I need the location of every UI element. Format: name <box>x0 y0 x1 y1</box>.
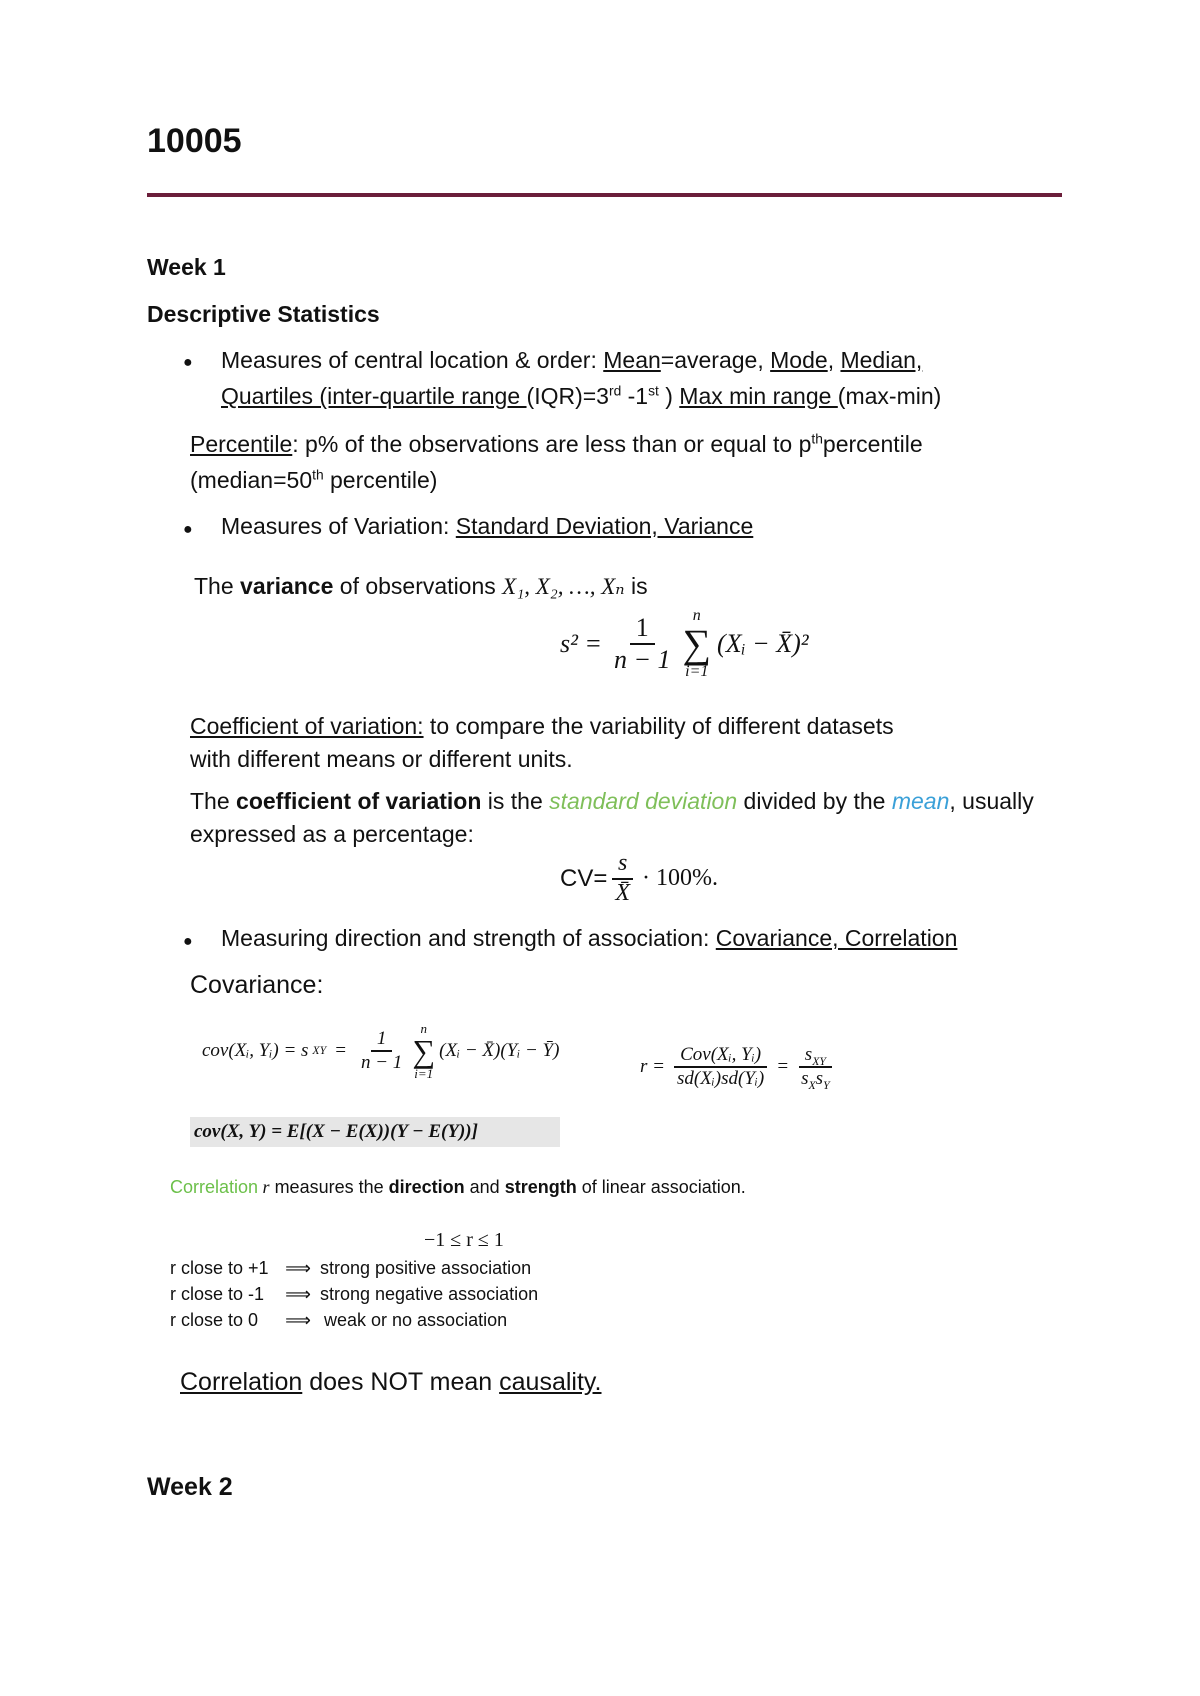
cv-formula: CV= $\frac{s}{X̄}$ · 100%. <box>560 850 719 906</box>
correlation-fraction: $\frac{\text{Cov(Xᵢ, Yᵢ)}}{\text{sd(Xᵢ)sd(Yᵢ)}}$ <box>671 1044 770 1090</box>
percentile-line-2: (median=50th percentile) <box>190 467 438 493</box>
bullet-central-location: Measures of central location & order: Mean=average, Mode, Median, <box>221 347 923 373</box>
covariance-label: Covariance: <box>190 971 324 999</box>
percentile-term: Percentile <box>190 431 293 457</box>
title-divider <box>147 193 1062 197</box>
variance-formula: s² = $\frac{1}{n - 1}$ n ∑ i=1 (Xᵢ − X̄)² <box>560 607 809 680</box>
observations-vars: X₁, X₂, …, Xₙ <box>502 574 625 599</box>
correlation-row: r close to 0 ⟹ weak or no association <box>170 1307 538 1333</box>
variation-terms: Standard Deviation, Variance <box>455 513 754 539</box>
percentile-line: Percentile: p% of the observations are less than or equal to $p^{th}percentile$ <box>190 431 923 457</box>
sum-symbol: n ∑ i=1 <box>682 607 712 680</box>
correlation-description: Correlation r measures the direction and strength of linear association. <box>170 1177 746 1197</box>
bullet-icon: ● <box>183 521 193 538</box>
correlation-table <box>170 1255 538 1333</box>
variance-fraction: $\frac{1}{n - 1}$ <box>613 613 671 674</box>
correlation-range: −1 ≤ r ≤ 1 <box>424 1229 504 1251</box>
association-terms: Covariance, Correlation <box>715 925 958 951</box>
bullet-icon: ● <box>183 933 193 950</box>
correlation-row: r close to -1 ⟹ strong negative association <box>170 1281 538 1307</box>
variance-intro: The variance of observations X₁, X₂, …, Xₙ is <box>194 573 648 599</box>
implies-icon: ⟹ <box>285 1310 311 1330</box>
cv-fraction: $\frac{s}{X̄}$ <box>609 850 636 907</box>
document-title: 10005 <box>147 122 242 160</box>
implies-icon: ⟹ <box>285 1284 311 1304</box>
quartiles-term: Quartiles (inter-quartile range <box>221 383 527 409</box>
correlation-row: r close to +1 ⟹ strong positive association <box>170 1255 538 1281</box>
covariance-fraction: $\frac{1}{n - 1}$ <box>360 1028 403 1073</box>
cv-definition-2: expressed as a percentage: <box>190 821 474 847</box>
causality-statement: Correlation does NOT mean causality. <box>180 1368 602 1396</box>
cv-line-1: Coefficient of variation: to compare the variability of different datasets <box>190 713 894 739</box>
section-heading: Descriptive Statistics <box>147 301 380 327</box>
implies-icon: ⟹ <box>285 1258 311 1278</box>
median-term: Median, <box>840 347 923 373</box>
bullet-variation: Measures of Variation: Standard Deviation, Variance <box>221 513 754 539</box>
expectation-formula: cov(X, Y) = E[(X − E(X))(Y − E(Y))] <box>190 1117 560 1147</box>
bullet-icon: ● <box>183 354 193 371</box>
week-1-heading: Week 1 <box>147 254 226 280</box>
covariance-formula: cov(Xᵢ, Yᵢ) = s XY = $\frac{1}{n - 1}$ n ∑ i=1 (Xᵢ − X̄)(Yᵢ − Ȳ) <box>202 1021 560 1081</box>
maxmin-term: Max min range <box>679 383 838 409</box>
cv-term: Coefficient of variation: <box>190 713 424 739</box>
cv-definition: The coefficient of variation is the standard deviation divided by the mean, usually <box>190 788 1034 814</box>
cv-line-2: with different means or different units. <box>190 746 573 772</box>
mean-term: Mean <box>603 347 661 373</box>
mode-term: Mode <box>770 347 828 373</box>
bullet-central-location-cont: Quartiles (inter-quartile range (IQR)=3rd -1st ) Max min range (max-min) <box>221 383 942 409</box>
correlation-formula: r = $\frac{\text{Cov(Xᵢ, Yᵢ)}}{\text{sd(Xᵢ)sd(Yᵢ)}}$ = $\frac{s_{XY}}{s_Xs_Y}$ <box>640 1044 836 1090</box>
week-2-heading: Week 2 <box>147 1473 233 1501</box>
sample-fraction: $\frac{s_{XY}}{s_Xs_Y}$ <box>795 1044 836 1090</box>
sum-symbol: n ∑ i=1 <box>412 1021 436 1081</box>
bullet-association: Measuring direction and strength of association: Covariance, Correlation <box>221 925 958 951</box>
